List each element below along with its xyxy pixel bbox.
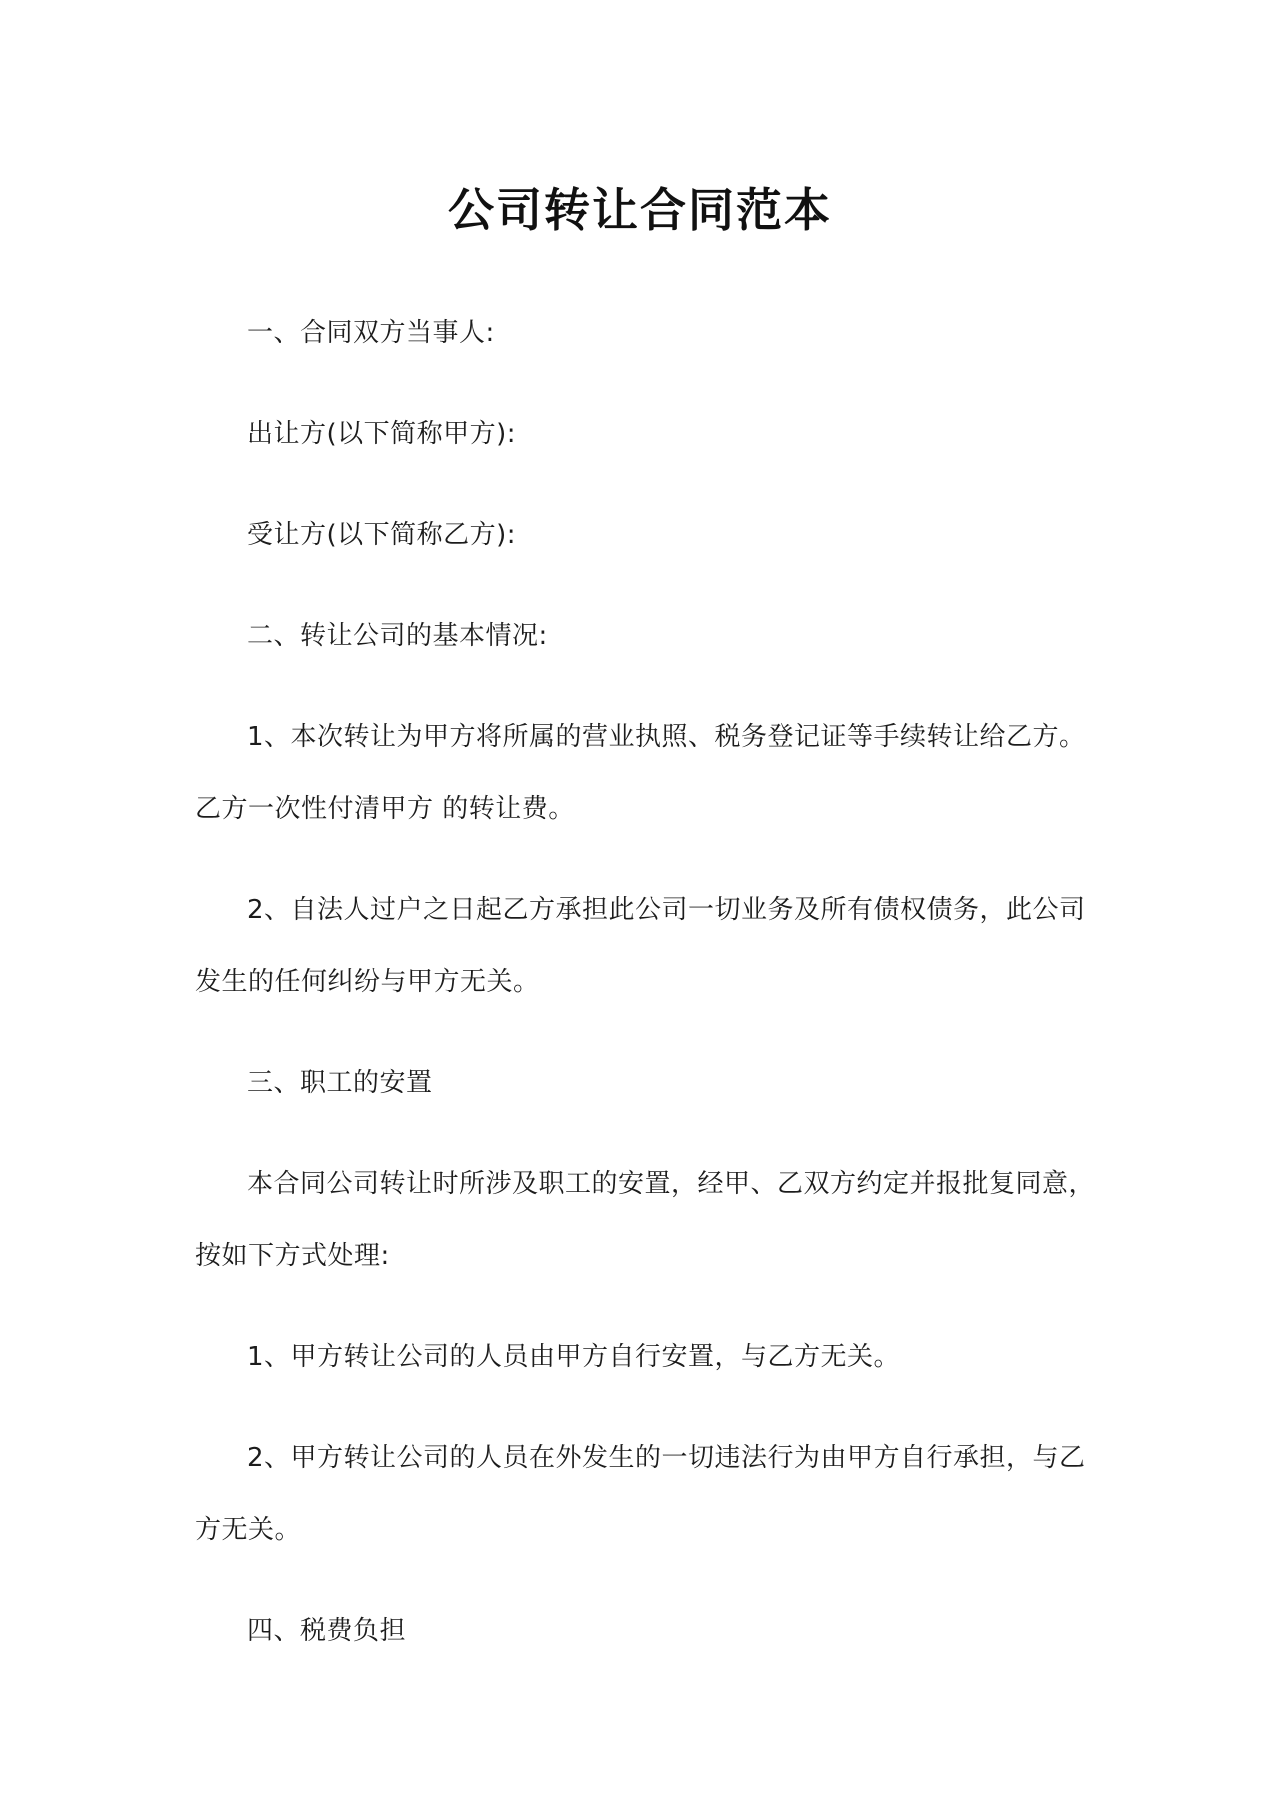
staff-intro-paragraph: 本合同公司转让时所涉及职工的安置，经甲、乙双方约定并报批复同意，按如下方式处理: — [195, 1169, 1096, 1271]
transferee-line: 受让方(以下简称乙方): — [247, 520, 517, 550]
section-staff-heading: 三、职工的安置 — [247, 1068, 433, 1098]
clause-staff-illegal-acts: 2、甲方转让公司的人员在外发生的一切违法行为由甲方自行承担，与乙方无关。 — [195, 1443, 1086, 1545]
clause-staff-placement: 1、甲方转让公司的人员由甲方自行安置，与乙方无关。 — [247, 1342, 901, 1372]
transferor-line: 出让方(以下简称甲方): — [247, 419, 517, 449]
document-body — [195, 297, 1095, 1696]
clause-transfer-fee: 1、本次转让为甲方将所属的营业执照、税务登记证等手续转让给乙方。乙方一次性付清甲方 的转让费。 — [195, 722, 1086, 824]
section-tax-heading: 四、税费负担 — [247, 1616, 407, 1646]
clause-liabilities: 2、自法人过户之日起乙方承担此公司一切业务及所有债权债务，此公司发生的任何纠纷与甲方无关。 — [195, 895, 1086, 997]
section-company-info-heading: 二、转让公司的基本情况: — [247, 621, 548, 651]
document-title: 公司转让合同范本 — [448, 183, 832, 237]
section-parties-heading: 一、合同双方当事人: — [247, 318, 495, 348]
